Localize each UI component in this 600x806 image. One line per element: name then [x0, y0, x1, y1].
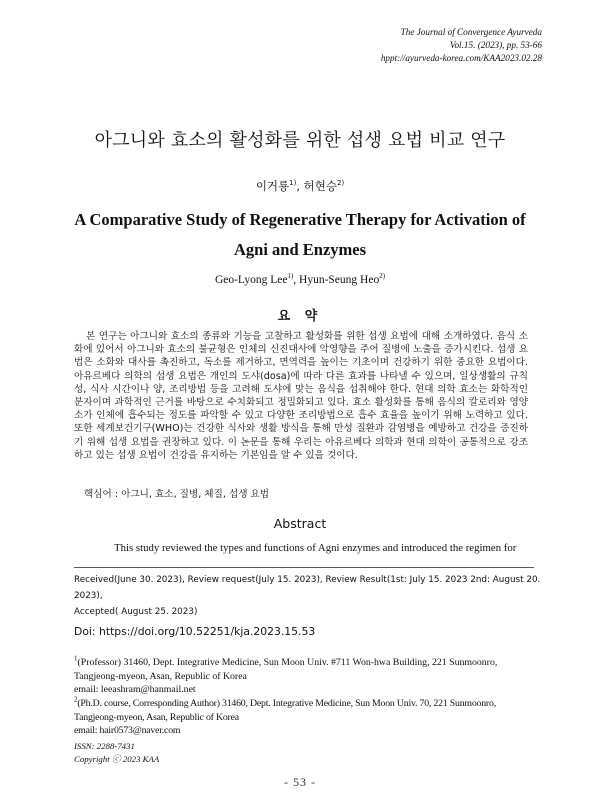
received-line-2: Accepted( August 25. 2023): [74, 607, 198, 617]
journal-header: [381, 26, 542, 65]
abstract-english-heading: Abstract: [273, 516, 327, 531]
author-1-ko-mark: 1): [289, 179, 297, 188]
doi-link[interactable]: Doi: https://doi.org/10.52251/kja.2023.15.53: [74, 625, 316, 638]
page-number: - 53 -: [284, 775, 316, 789]
affiliation-2-mark: 2: [74, 695, 78, 704]
title-english: A Comparative Study of Regenerative Therapy for Activation of Agni and Enzymes: [74, 210, 526, 259]
affiliation-2-line-2: Tangjeong-myeon, Asan, Republic of Korea: [74, 711, 239, 723]
affiliation-2: [74, 697, 554, 738]
authors-korean: [0, 178, 600, 194]
author-2-ko: 허현승: [303, 179, 337, 193]
affiliation-1-email: email: leeashram@hanmail.net: [74, 684, 196, 696]
issn: ISSN: 2288-7431: [74, 741, 135, 751]
author-separator-ko: ,: [296, 179, 300, 193]
received-line-1: Received(June 30. 2023), Review request(July 15. 2023), Review Result(1st: July 15. 2023 2nd: August 20. 2023),: [74, 575, 541, 601]
affiliation-1-mark: 1: [74, 654, 78, 663]
affiliation-1-line-1: (Professor) 31460, Dept. Integrative Medicine, Sun Moon Univ. #711 Won-hwa Building, 221 Sunmoonro,: [77, 657, 498, 668]
author-2-en-mark: 2): [379, 272, 386, 281]
affiliation-1: [74, 656, 554, 697]
abstract-korean-heading: 요 약: [277, 309, 323, 324]
affiliation-1-line-2: Tangjeong-myeon, Asan, Republic of Korea: [74, 670, 247, 682]
author-separator-en: ,: [293, 274, 297, 286]
author-2-ko-mark: 2): [336, 179, 345, 188]
received-dates: [74, 572, 544, 620]
copyright: Copyright ⓒ 2023 KAA: [74, 753, 160, 764]
title-korean: 아그니와 효소의 활성화를 위한 섭생 요법 비교 연구: [94, 130, 506, 151]
author-1-en: Geo-Lyong Lee: [214, 274, 288, 286]
issn-copyright: [74, 740, 159, 766]
keywords: 핵심어 : 아그니, 효소, 질병, 체질, 섭생 요법: [84, 489, 270, 500]
authors-english: [0, 274, 600, 286]
affiliation-2-email: email: hair0573@naver.com: [74, 725, 181, 737]
affiliation-2-line-1: (Ph.D. course, Corresponding Author) 31460, Dept. Integrative Medicine, Sun Moon Univ. 70, 221 Sunmoonro,: [77, 698, 496, 709]
author-1-ko: 이거룡: [255, 179, 290, 193]
journal-name: The Journal of Convergence Ayurveda: [400, 27, 542, 37]
abstract-english: This study reviewed the types and functions of Agni enzymes and introduced the regimen for: [114, 542, 517, 554]
journal-volume-pages: Vol.15. (2023), pp. 53-66: [449, 40, 542, 50]
author-1-en-mark: 1): [287, 272, 294, 281]
abstract-korean: 본 연구는 아그니와 효소의 종류와 기능을 고찰하고 활성화를 위한 섭생 요법에 대해 소개하였다. 음식 소화에 있어서 아그니와 효소의 불균형은 인체의 신진대사에 악영향을 주어 질병에 노출을 증가시킨다. 섭생 요법은 소화와 대사를 촉진하고, 독소를 제거하고, 면역력을 높이는 기초이며 건강하기 위한 중요한 요법이다. 아유르베다 의학의 섭생 요법은 개인의 도샤(dosa)에 따라 다른 효과를 나타낼 수 있으며, 일상생활의 규칙성, 식사 시간이나 양, 조리방법 등을 고려해 도샤에 맞는 음식을 섭취해야 한다. 현대 의학 효소는 화학적인 분자이며 과학적인 근거를 바탕으로 수치화되고 정밀화되고 있다. 효소 활성화를 통해 음식의 칼로리와 영양소가 인체에 흡수되는 정도를 파악할 수 있고 다양한 조리방법으로 흡수 효율을 높이기 위해 노력하고 있다. 또한 세계보건기구(WHO)는 건강한 식사와 생활 방식을 통해 만성 질환과 감염병을 예방하고 건강을 증진하기 위해 섭생 요법을 권장하고 있다. 이 논문을 통해 우리는 아유르베다 의학과 현대 의학이 공통적으로 강조하고 있는 섭생 요법이 건강을 유지하는 기본임을 알 수 있을 것이다.: [74, 331, 528, 461]
author-2-en: Hyun-Seung Heo: [299, 274, 380, 286]
footnote-divider: [74, 567, 534, 568]
journal-url: hppt://ayurveda-korea.com/KAA2023.02.28: [380, 53, 542, 63]
